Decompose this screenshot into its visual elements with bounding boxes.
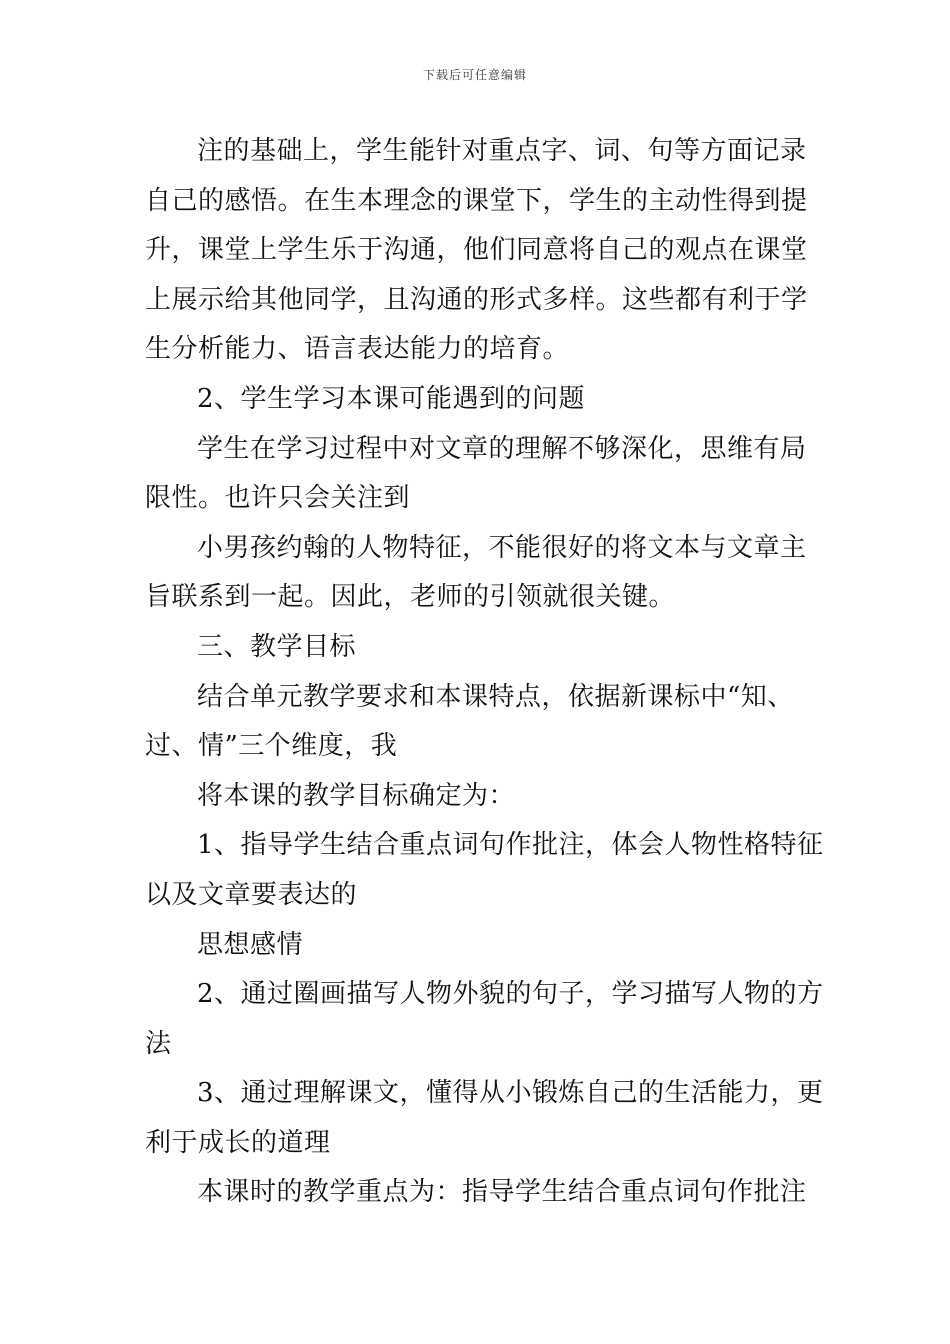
text-line: 旨联系到一起。因此，老师的引领就很关键。 [145, 582, 676, 613]
list-item: 3、通过理解课文，懂得从小锻炼自己的生活能力，更 [197, 1078, 824, 1109]
text-line: 限性。也许只会关注到 [145, 483, 411, 514]
section-heading: 三、教学目标 [197, 631, 357, 662]
text-line: 上展示给其他同学，且沟通的形式多样。这些都有利于学 [145, 284, 808, 315]
list-item: 1、指导学生结合重点词句作批注，体会人物性格特征 [197, 830, 824, 861]
text-line: 小男孩约翰的人物特征，不能很好的将文本与文章主 [197, 532, 807, 563]
list-item: 2、通过圈画描写人物外貌的句子，学习描写人物的方 [197, 979, 824, 1010]
text-line: 法 [145, 1028, 172, 1059]
text-line: 自己的感悟。在生本理念的课堂下，学生的主动性得到提 [145, 185, 808, 216]
header-note: 下载后可任意编辑 [422, 68, 527, 82]
text-line: 利于成长的道理 [145, 1127, 331, 1158]
text-line: 结合单元教学要求和本课特点，依据新课标中“知、 [197, 681, 794, 712]
text-line: 本课时的教学重点为：指导学生结合重点词句作批注 [197, 1177, 807, 1208]
text-line: 思想感情 [197, 929, 304, 960]
text-line: 注的基础上，学生能针对重点字、词、句等方面记录 [197, 136, 807, 166]
text-line: 过、情”三个维度，我 [145, 731, 398, 762]
text-line: 以及文章要表达的 [145, 879, 358, 910]
text-line: 生分析能力、语言表达能力的培育。 [145, 334, 570, 365]
text-line: 升，课堂上学生乐于沟通，他们同意将自己的观点在课堂 [145, 235, 808, 266]
document-body [145, 127, 824, 1218]
text-line: 将本课的教学目标确定为： [197, 780, 516, 811]
text-line: 学生在学习过程中对文章的理解不够深化，思维有局 [197, 433, 807, 464]
section-heading: 2、学生学习本课可能遇到的问题 [197, 383, 586, 414]
